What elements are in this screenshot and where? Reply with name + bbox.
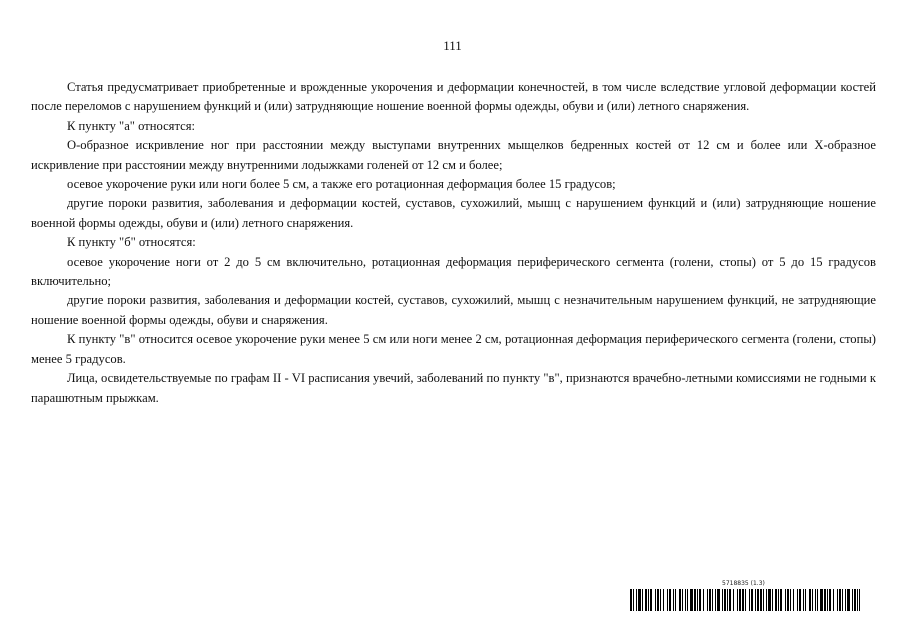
barcode-bar [707,589,708,611]
barcode-bar [766,589,767,611]
barcode-bar [857,589,858,611]
barcode-bar [733,589,734,611]
barcode-bar [827,589,828,611]
barcode-bar [657,589,659,611]
barcode-bar [633,589,634,611]
barcode-bar [833,589,834,611]
barcode-bar [737,589,738,611]
barcode-bar [799,589,801,611]
barcode-bar [697,589,698,611]
paragraph-item-a-heading: К пункту "а" относятся: [67,118,195,133]
barcode-bar [745,589,746,611]
barcode-bar [757,589,759,611]
barcode-bar [638,589,641,611]
barcode [630,580,860,612]
barcode-bar [660,589,661,611]
barcode-bar [699,589,701,611]
barcode-bar [667,589,668,611]
barcode-bar [675,589,676,611]
barcode-bar [712,589,713,611]
barcode-code: 5718835 (1.3) [722,580,765,587]
barcode-bar [852,589,853,611]
barcode-bar [742,589,744,611]
document-body [31,78,876,408]
barcode-bar [797,589,798,611]
barcode-bar [669,589,671,611]
barcode-bar [817,589,818,611]
paragraph-item-b-shortening: осевое укорочение ноги от 2 до 5 см включительно, ротационная деформация периферического сегмента (голени, стопы) от 5 до 15 градусов включительно; [31,254,876,289]
paragraph-parachute-note: Лица, освидетельствуемые по графам II - VI расписания увечий, заболеваний по пункту "в", признаются врачебно-летными комиссиями не годными к парашютным прыжкам. [31,371,876,405]
barcode-bar [727,589,728,611]
barcode-bar [837,589,838,611]
barcode-bar [687,589,688,611]
barcode-bar [703,589,704,611]
barcode-bar [859,589,860,611]
barcode-bar [760,589,762,611]
page-number: 111 [443,38,462,53]
barcode-bar [809,589,811,611]
paragraph-intro: Статья предусматривает приобретенные и врожденные укорочения и деформации конечностей, в том числе вследствие угловой деформации костей после переломов с нарушением функций и (или) затрудняющие ношение военной формы одежды, обуви и (или) летного снаряжения. [31,80,876,114]
barcode-bar [775,589,777,611]
barcode-bar [768,589,771,611]
barcode-bar [650,589,652,611]
barcode-bar [673,589,674,611]
barcode-bar [772,589,773,611]
barcode-bar [805,589,806,611]
barcode-bar [682,589,683,611]
barcode-bar [787,589,789,611]
barcode-bar [648,589,649,611]
paragraph-item-a-leg-curvature: O-образное искривление ног при расстоянии между выступами внутренних мыщелков бедренных костей от 12 см и более или X-образное искривление при расстоянии между внутренними лодыжками голеней от 12 см и более; [31,138,876,172]
barcode-bar [803,589,804,611]
barcode-bar [685,589,686,611]
barcode-bar [839,589,841,611]
barcode-bar [630,589,632,611]
barcode-bar [717,589,720,611]
barcode-bar [824,589,826,611]
barcode-bar [751,589,753,611]
barcode-bar [812,589,813,611]
paragraph-item-v: К пункту "в" относится осевое укорочение руки менее 5 см или ноги менее 2 см, ротационная деформация периферического сегмента (голени, стопы) менее 5 градусов. [31,332,876,366]
barcode-bar [645,589,647,611]
barcode-bar [709,589,711,611]
barcode-bar [842,589,843,611]
barcode-bar [636,589,637,611]
barcode-bar [780,589,782,611]
barcode-bar [755,589,756,611]
barcode-bar [655,589,656,611]
barcode-bar [729,589,731,611]
barcode-bar [785,589,786,611]
barcode-bar [642,589,643,611]
barcode-bar [739,589,741,611]
barcode-bar [790,589,791,611]
barcode-bar [763,589,764,611]
barcode-bar [722,589,723,611]
barcode-bar [663,589,664,611]
barcode-bar [778,589,779,611]
barcode-bar [690,589,693,611]
barcode-bar [715,589,716,611]
barcode-bars [630,589,860,611]
barcode-bar [820,589,823,611]
barcode-bar [793,589,794,611]
barcode-bar [845,589,846,611]
paragraph-item-b-heading: К пункту "б" относятся: [67,235,196,250]
paragraph-item-a-shortening: осевое укорочение руки или ноги более 5 см, а также его ротационная деформация более 15 градусов; [67,177,616,192]
paragraph-item-a-other: другие пороки развития, заболевания и деформации костей, суставов, сухожилий, мышц с нарушением функций и (или) затрудняющие ношение военной формы одежды, обуви и (или) летного снаряжения. [31,196,876,230]
barcode-bar [724,589,726,611]
barcode-bar [829,589,831,611]
barcode-bar [854,589,856,611]
paragraph-item-b-other: другие пороки развития, заболевания и деформации костей, суставов, сухожилий, мышц с незначительным нарушением функций, не затрудняющие ношение военной формы одежды, обуви и снаряжения. [31,293,876,327]
barcode-bar [749,589,750,611]
barcode-bar [679,589,681,611]
barcode-bar [815,589,816,611]
barcode-bar [847,589,850,611]
barcode-bar [694,589,696,611]
